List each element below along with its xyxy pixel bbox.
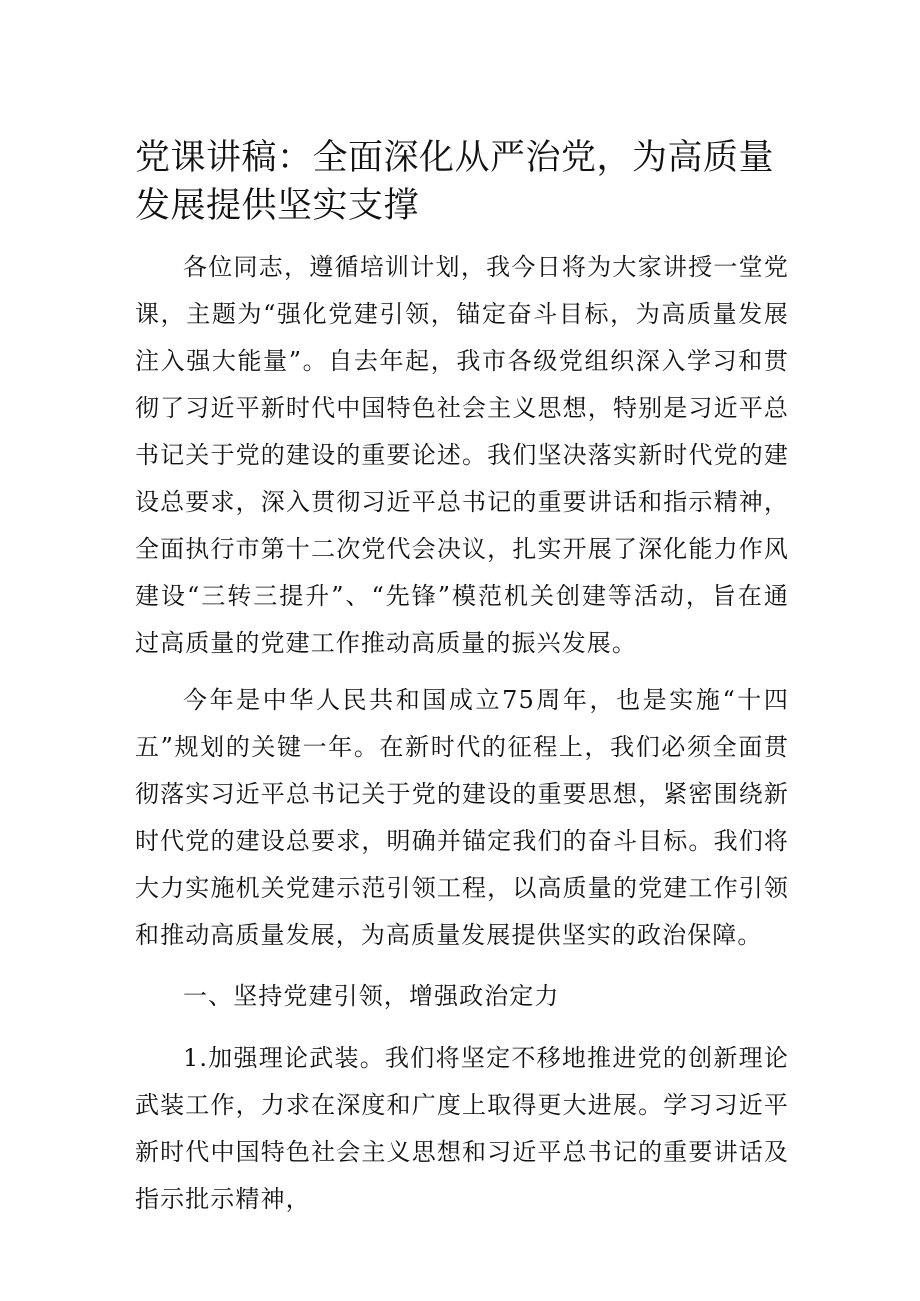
document-title: 党课讲稿：全面深化从严治党，为高质量发展提供坚实支撑 [135, 138, 775, 226]
section-heading: 一、坚持党建引领，增强政治定力 [183, 982, 560, 1010]
subsection-paragraph: 1.加强理论武装。我们将坚定不移地推进党的创新理论武装工作，力求在深度和广度上取得更大进展。学习习近平新时代中国特色社会主义思想和习近平总书记的重要讲话及指示批示精神， [135, 1044, 789, 1213]
anniversary-paragraph: 今年是中华人民共和国成立75周年，也是实施“十四五”规划的关键一年。在新时代的征程上，我们必须全面贯彻落实习近平总书记关于党的建设的重要思想，紧密围绕新时代党的建设总要求，明确并锚定我们的奋斗目标。我们将大力实施机关党建示范引领工程，以高质量的党建工作引领和推动高质量发展，为高质量发展提供坚实的政治保障。 [135, 686, 789, 949]
intro-paragraph: 各位同志，遵循培训计划，我今日将为大家讲授一堂党课，主题为“强化党建引领，锚定奋斗目标，为高质量发展注入强大能量”。自去年起，我市各级党组织深入学习和贯彻了习近平新时代中国特色社会主义思想，特别是习近平总书记关于党的建设的重要论述。我们坚决落实新时代党的建设总要求，深入贯彻习近平总书记的重要讲话和指示精神，全面执行市第十二次党代会决议，扎实开展了深化能力作风建设“三转三提升”、“先锋”模范机关创建等活动，旨在通过高质量的党建工作推动高质量的振兴发展。 [135, 253, 789, 657]
